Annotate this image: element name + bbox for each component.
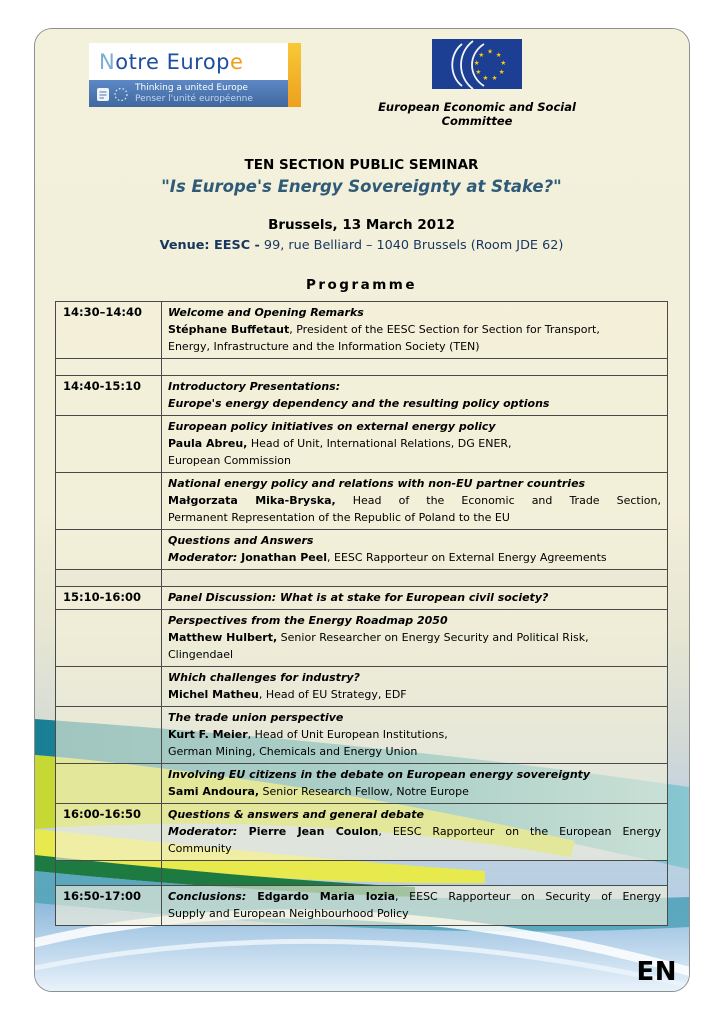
session-line: Questions and Answers: [168, 534, 314, 547]
session-description: [162, 804, 668, 861]
spacer-cell: [162, 359, 668, 376]
notre-europe-tagline-band: [89, 80, 288, 107]
programme-row: [56, 667, 668, 707]
date-line: Brussels, 13 March 2012: [268, 217, 455, 233]
wordmark-middle: otre Europ: [115, 49, 230, 74]
programme-row: [56, 587, 668, 610]
programme-spacer-row: [56, 570, 668, 587]
session-description: [162, 707, 668, 764]
session-line: The trade union perspective: [168, 711, 344, 724]
session-description: [162, 416, 668, 473]
wordmark-final-letter: e: [230, 49, 244, 74]
session-line: Permanent Representation of the Republic of Poland to the EU: [168, 511, 510, 524]
session-time: 16:50-17:00: [56, 886, 162, 926]
session-description: [162, 886, 668, 926]
orange-accent-bar: [288, 43, 301, 107]
session-line: Energy, Infrastructure and the Information Society (TEN): [168, 340, 480, 353]
session-line: Moderator: Jonathan Peel, EESC Rapporteur on External Energy Agreements: [168, 551, 607, 564]
session-line: Sami Andoura, Senior Research Fellow, Notre Europe: [168, 785, 469, 798]
session-description: [162, 473, 668, 530]
session-line: Kurt F. Meier, Head of Unit European Institutions,: [168, 728, 448, 741]
session-line: Welcome and Opening Remarks: [168, 306, 364, 319]
svg-text:★: ★: [500, 58, 507, 67]
session-time: 16:00-16:50: [56, 804, 162, 861]
session-time: [56, 416, 162, 473]
session-time: [56, 610, 162, 667]
svg-text:★: ★: [475, 68, 482, 76]
session-line: German Mining, Chemicals and Energy Union: [168, 745, 418, 758]
programme-row: [56, 610, 668, 667]
session-line: Which challenges for industry?: [168, 671, 360, 684]
programme-row: [56, 416, 668, 473]
spacer-cell: [56, 861, 162, 886]
eesc-caption: European Economic and Social Committee: [378, 100, 576, 128]
svg-text:★: ★: [473, 58, 480, 67]
programme-row: [56, 804, 668, 861]
venue-label: Venue: EESC -: [159, 238, 260, 253]
session-line: Europe's energy dependency and the resulting policy options: [168, 397, 550, 410]
document-page: [34, 28, 690, 992]
programme-row: [56, 302, 668, 359]
wordmark-initial: N: [99, 49, 116, 74]
programme-row: [56, 473, 668, 530]
svg-text:★: ★: [498, 68, 505, 76]
session-line: Conclusions: Edgardo Maria Iozia, EESC Rapporteur on Security of Energy: [168, 890, 661, 903]
session-line: Perspectives from the Energy Roadmap 2050: [168, 614, 448, 627]
document-and-eu-stars-icon: [96, 84, 130, 104]
spacer-cell: [56, 359, 162, 376]
programme-row: [56, 376, 668, 416]
session-description: [162, 376, 668, 416]
programme-spacer-row: [56, 359, 668, 376]
session-description: [162, 587, 668, 610]
spacer-cell: [162, 570, 668, 587]
session-time: [56, 707, 162, 764]
session-line: European policy initiatives on external energy policy: [168, 420, 496, 433]
svg-text:★: ★: [491, 73, 498, 82]
session-line: Community: [168, 842, 232, 855]
session-line: European Commission: [168, 454, 292, 467]
programme-heading: Programme: [305, 277, 418, 293]
session-description: [162, 302, 668, 359]
session-line: Questions & answers and general debate: [168, 808, 425, 821]
session-line: Matthew Hulbert, Senior Researcher on Energy Security and Political Risk,: [168, 631, 589, 644]
programme-row: [56, 886, 668, 926]
session-line: Introductory Presentations:: [168, 380, 341, 393]
session-line: Małgorzata Mika-Bryska, Head of the Economic and Trade Section,: [168, 494, 661, 507]
session-time: 15:10-16:00: [56, 587, 162, 610]
notre-europe-wordmark: [89, 43, 288, 80]
programme-table-body: [56, 302, 668, 926]
session-line: Stéphane Buffetaut, President of the EESC Section for Section for Transport,: [168, 323, 600, 336]
main-content: [55, 157, 668, 926]
venue-line: [55, 238, 668, 253]
svg-text:★: ★: [478, 50, 485, 59]
programme-table: [55, 301, 668, 926]
session-line: Clingendael: [168, 648, 234, 661]
session-line: Supply and European Neighbourhood Policy: [168, 907, 409, 920]
session-line: Moderator: Pierre Jean Coulon, EESC Rapporteur on the European Energy: [168, 825, 661, 838]
spacer-cell: [56, 570, 162, 587]
session-time: [56, 667, 162, 707]
session-time: 14:30–14:40: [56, 302, 162, 359]
seminar-title: "Is Europe's Energy Sovereignty at Stake?": [161, 177, 562, 196]
session-description: [162, 764, 668, 804]
programme-spacer-row: [56, 861, 668, 886]
svg-text:★: ★: [482, 73, 489, 82]
svg-text:★: ★: [487, 47, 493, 56]
session-line: Paula Abreu, Head of Unit, International Relations, DG ENER,: [168, 437, 512, 450]
session-time: 14:40-15:10: [56, 376, 162, 416]
session-line: Panel Discussion: What is at stake for European civil society?: [168, 591, 549, 604]
session-description: [162, 667, 668, 707]
eesc-block: [347, 39, 607, 128]
programme-row: [56, 530, 668, 570]
seminar-kicker: TEN SECTION PUBLIC SEMINAR: [244, 157, 479, 173]
session-time: [56, 473, 162, 530]
session-line: Involving EU citizens in the debate on European energy sovereignty: [168, 768, 591, 781]
eesc-logo-icon: [432, 39, 522, 89]
venue-address: 99, rue Belliard – 1040 Brussels (Room JDE 62): [259, 238, 564, 253]
session-line: National energy policy and relations with non-EU partner countries: [168, 477, 586, 490]
notre-europe-logo: [89, 43, 301, 107]
spacer-cell: [162, 861, 668, 886]
programme-row: [56, 764, 668, 804]
taglines: [135, 83, 253, 105]
session-description: [162, 530, 668, 570]
session-line: Michel Matheu, Head of EU Strategy, EDF: [168, 688, 407, 701]
session-description: [162, 610, 668, 667]
session-time: [56, 530, 162, 570]
programme-row: [56, 707, 668, 764]
language-code: EN: [636, 957, 677, 987]
tagline-french: Penser l'unité européenne: [135, 93, 253, 104]
session-time: [56, 764, 162, 804]
svg-text:★: ★: [495, 50, 502, 59]
tagline-english: Thinking a united Europe: [135, 82, 248, 93]
